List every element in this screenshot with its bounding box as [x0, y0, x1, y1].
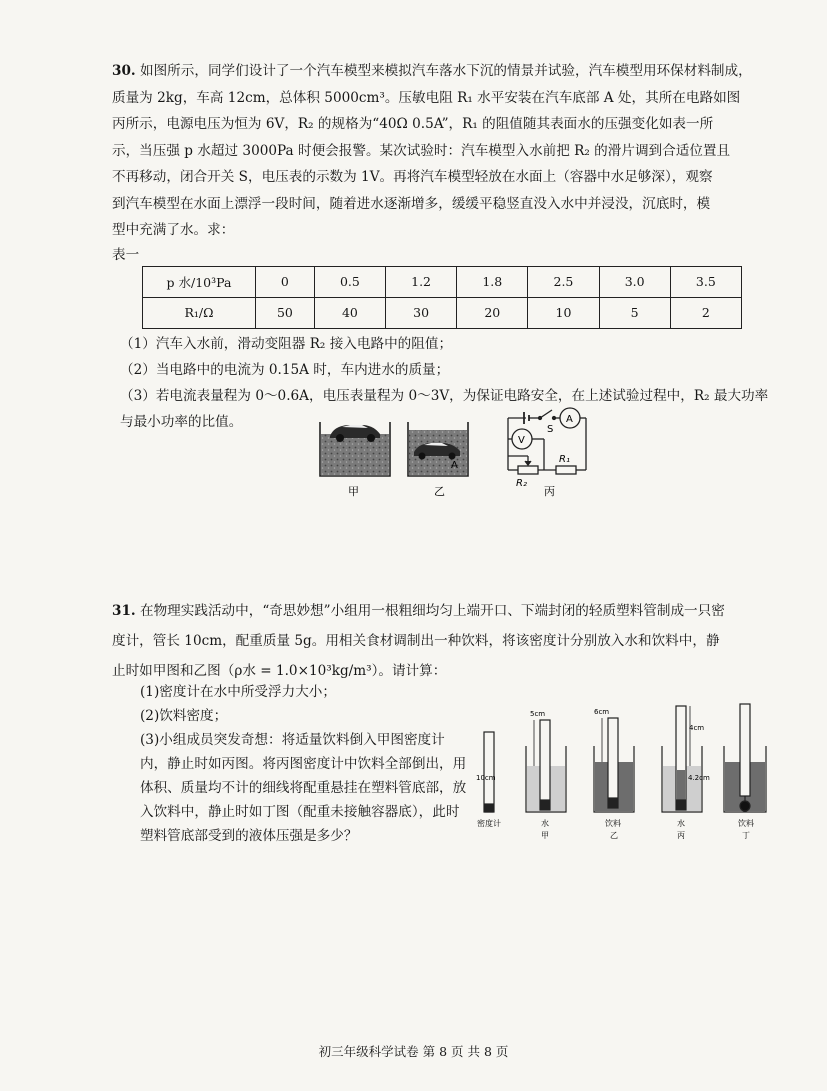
- caption-water-bing: 水: [677, 819, 685, 828]
- caption-ding: 丁: [742, 831, 750, 840]
- table-cell: 0.5: [314, 266, 385, 297]
- q30-line-5: 不再移动，闭合开关 S，电压表的示数为 1V。再将汽车模型轻放在水面上（容器中水足够深），观察: [112, 169, 713, 185]
- beaker-yi: [594, 718, 634, 812]
- table-cell: 10: [528, 297, 599, 328]
- q30-paragraph: [112, 58, 772, 244]
- question-31: [112, 596, 772, 686]
- caption-drink-ding: 饮料: [738, 819, 754, 828]
- q31-figure: [476, 700, 776, 850]
- r2-label: R₂: [516, 478, 527, 489]
- table-cell: 20: [457, 297, 528, 328]
- q30-figure: [318, 404, 598, 499]
- caption-yi: 乙: [610, 831, 618, 840]
- q31-intro-line-1: 在物理实践活动中，“奇思妙想”小组用一根粗细均匀上端开口、下端封闭的轻质塑料管制成一只密: [139, 603, 725, 619]
- table-cell: 0: [256, 266, 315, 297]
- q31-sub-3: (3)小组成员突发奇想：将适量饮料倒入甲图密度计内，静止时如丙图。将丙图密度计中饮料全部倒出，用体积、质量均不计的细线将配重悬挂在塑料管底部，放入饮料中，静止时如丁图（配重未接触容器底），此时塑料管底部受到的液体压强是多少？: [140, 732, 467, 844]
- table-row-pressure: [143, 266, 742, 297]
- table-label: 表一: [112, 246, 140, 263]
- dim-5cm: 5cm: [530, 710, 546, 718]
- q31-intro-line-2: 度计，管长 10cm，配重质量 5g。用相关食材调制出一种饮料，将该密度计分别放入水和饮料中，静: [112, 633, 720, 649]
- table-cell: 30: [385, 297, 456, 328]
- voltmeter-label: V: [518, 435, 525, 446]
- q30-line-1: 如图所示，同学们设计了一个汽车模型来模拟汽车落水下沉的情景并试验，汽车模型用环保材料制成，: [139, 63, 752, 79]
- q31-intro: [112, 596, 772, 686]
- table-cell: 2: [670, 297, 741, 328]
- question-30: [112, 58, 772, 435]
- fig-label-bing: 丙: [544, 485, 555, 498]
- q30-line-4: 示，当压强 p 水超过 3000Pa 时便会报警。某次试验时：汽车模型入水前把 R₂ 的滑片调到合适位置且: [112, 142, 731, 159]
- beaker-bing: [662, 706, 705, 812]
- table-cell: 2.5: [528, 266, 599, 297]
- dim-4-2cm: 4.2cm: [688, 774, 710, 782]
- q31-number: 31.: [112, 603, 136, 619]
- dim-4cm: 4cm: [689, 724, 705, 732]
- dim-6cm: 6cm: [594, 708, 610, 716]
- page-footer: 初三年级科学试卷 第 8 页 共 8 页: [318, 1044, 509, 1059]
- table-cell: 5: [599, 297, 670, 328]
- density-meter-tube: [484, 732, 494, 812]
- caption-meter: 密度计: [477, 819, 501, 828]
- r1-label: R₁: [559, 454, 570, 465]
- table-cell: 40: [314, 297, 385, 328]
- dim-10cm: 10cm: [476, 774, 496, 782]
- container-yi: [408, 422, 468, 498]
- caption-water-jia: 水: [541, 819, 549, 828]
- q30-sub-3: （3）若电流表量程为 0～0.6A，电压表量程为 0～3V，为保证电路安全，在上述试验过程中，R₂ 最大功率与最小功率的比值。: [120, 387, 769, 430]
- q30-sub-1: （1）汽车入水前，滑动变阻器 R₂ 接入电路中的阻值；: [120, 335, 453, 352]
- beaker-ding: [724, 704, 766, 812]
- q31-sub-1: (1)密度计在水中所受浮力大小；: [140, 684, 336, 700]
- fig-label-yi: 乙: [434, 485, 445, 498]
- caption-bing: 丙: [677, 831, 685, 840]
- ammeter-label: A: [566, 414, 573, 425]
- pressure-resistance-table: [142, 266, 742, 329]
- q30-line-3: 丙所示，电源电压为恒为 6V，R₂ 的规格为“40Ω 0.5A”，R₁ 的阻值随其表面水的压强变化如表一所: [112, 116, 714, 132]
- q30-line-6: 到汽车模型在水面上漂浮一段时间，随着进水逐渐增多，缓缓平稳竖直没入水中并浸没，沉底时，模: [112, 195, 711, 212]
- table-header-pressure: p 水/10³Pa: [143, 266, 256, 297]
- caption-drink-yi: 饮料: [605, 819, 621, 828]
- table-row-resistance: [143, 297, 742, 328]
- q30-number: 30.: [112, 63, 136, 79]
- q30-line-7: 型中充满了水。求：: [112, 222, 235, 238]
- table-cell: 1.8: [457, 266, 528, 297]
- fig-label-jia: 甲: [348, 485, 359, 498]
- table-cell: 50: [256, 297, 315, 328]
- table-cell: 1.2: [385, 266, 456, 297]
- q31-intro-line-3: 止时如甲图和乙图（ρ水 = 1.0×10³kg/m³）。请计算：: [112, 663, 447, 679]
- table-header-resistance: R₁/Ω: [143, 297, 256, 328]
- circuit-switch-label: S: [547, 424, 554, 435]
- beaker-jia: [526, 720, 566, 812]
- q31-subquestions: [140, 680, 470, 848]
- q30-line-2: 质量为 2kg，车高 12cm，总体积 5000cm³。压敏电阻 R₁ 水平安装在汽车底部 A 处，其所在电路如图: [112, 89, 741, 106]
- caption-jia: 甲: [541, 831, 549, 840]
- fig-mark-a: A: [451, 460, 458, 471]
- q30-sub-2: （2）当电路中的电流为 0.15A 时，车内进水的质量；: [120, 361, 450, 378]
- q31-sub-2: (2)饮料密度；: [140, 708, 228, 724]
- container-jia: [320, 422, 390, 498]
- table-cell: 3.0: [599, 266, 670, 297]
- table-cell: 3.5: [670, 266, 741, 297]
